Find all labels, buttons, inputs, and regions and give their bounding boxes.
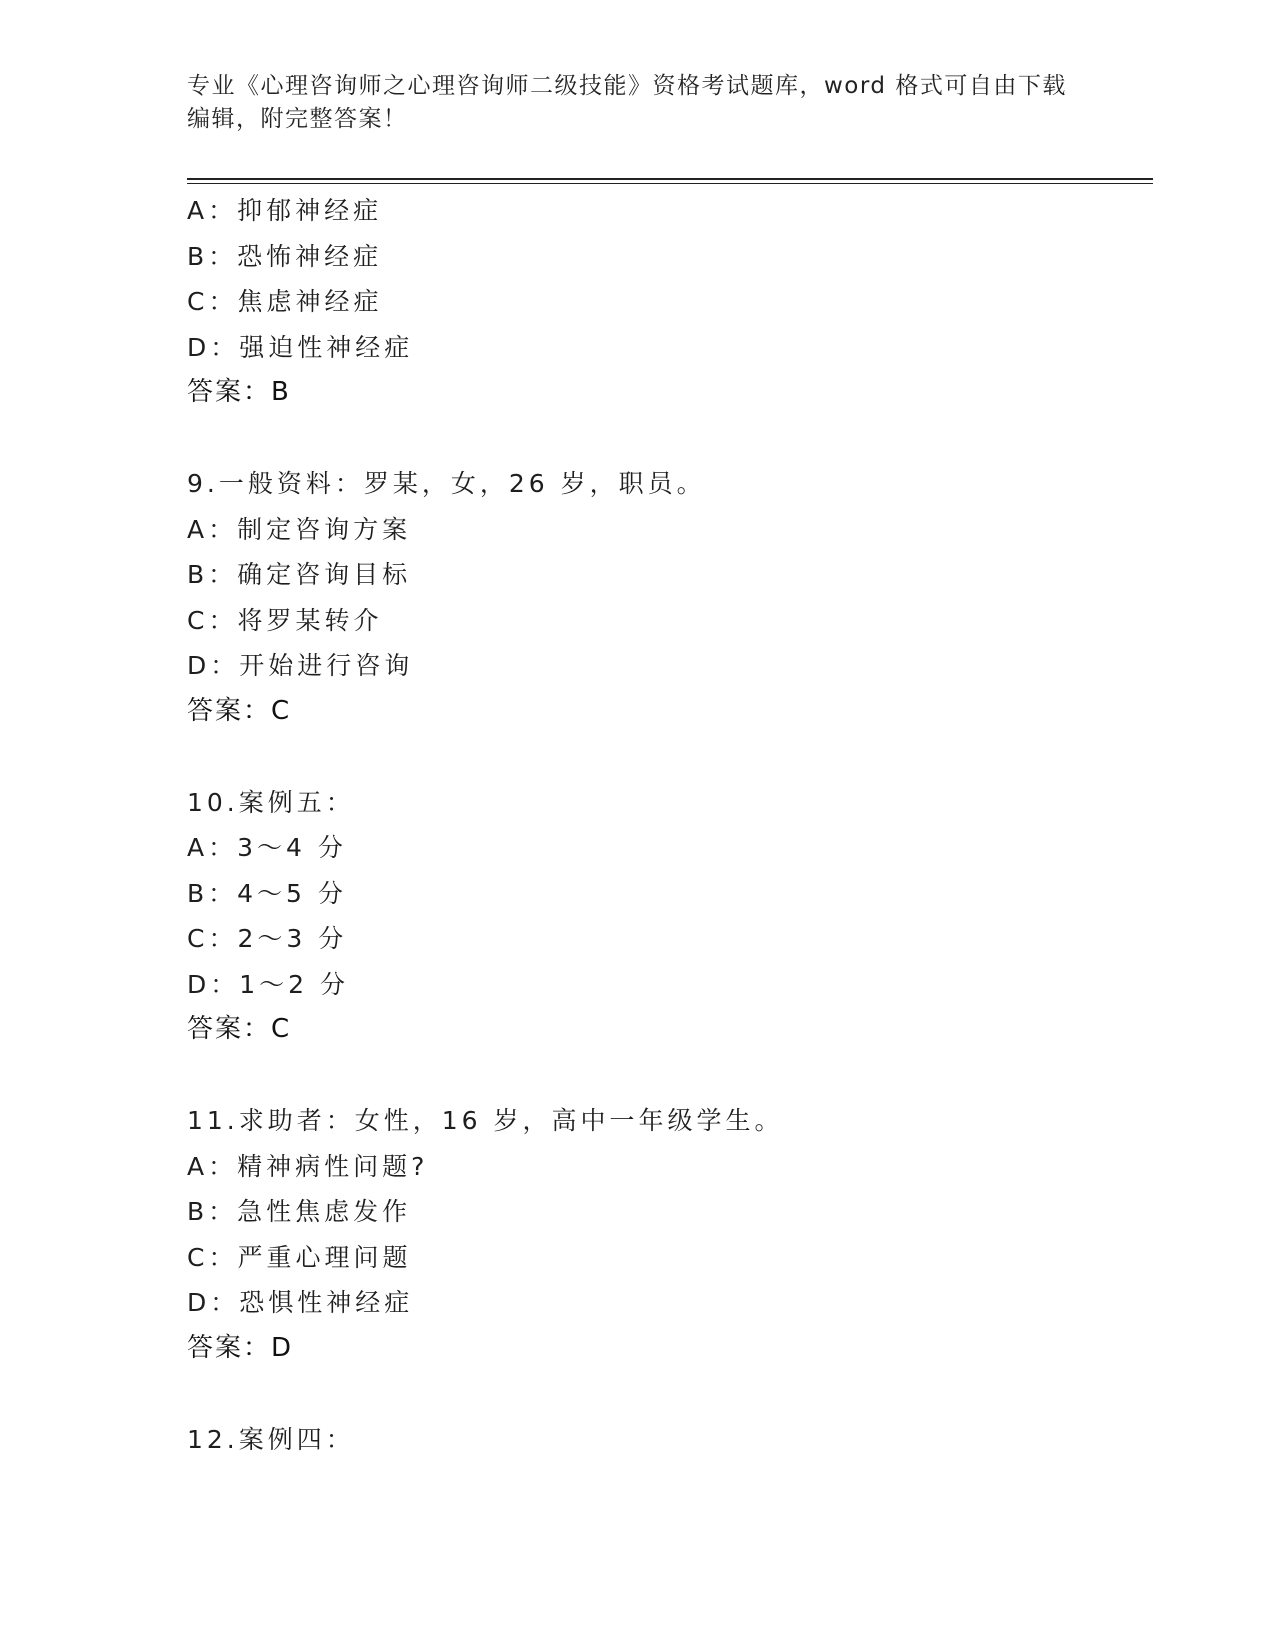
document-header <box>187 70 1067 136</box>
option-b: B：4～5 分 <box>187 878 347 908</box>
answer-line: 答案：B <box>187 377 291 407</box>
spacer <box>187 416 1153 462</box>
header-line-1: 专业《心理咨询师之心理咨询师二级技能》资格考试题库，word 格式可自由下载 <box>187 73 1067 99</box>
spacer <box>187 1053 1153 1099</box>
option-b: B：恐怖神经症 <box>187 241 383 271</box>
option-a: A：制定咨询方案 <box>187 514 412 544</box>
option-d: D：1～2 分 <box>187 969 350 999</box>
question-stem: 12.案例四： <box>187 1424 355 1454</box>
option-c: C：焦虑神经症 <box>187 287 383 316</box>
question-stem: 9.一般资料：罗某，女，26 岁，职员。 <box>187 469 706 498</box>
option-d: D：恐惧性神经症 <box>187 1288 414 1317</box>
answer-line: 答案：D <box>187 1332 294 1363</box>
question-block-9 <box>187 461 1153 734</box>
answer-line: 答案：C <box>187 1014 292 1044</box>
question-block-12 <box>187 1417 1153 1463</box>
question-stem: 10.案例五： <box>187 787 355 817</box>
spacer <box>187 1371 1153 1417</box>
header-divider-thick <box>187 178 1153 180</box>
spacer <box>187 734 1153 780</box>
option-a: A：3～4 分 <box>187 833 347 862</box>
option-a: A：抑郁神经症 <box>187 196 383 225</box>
option-b: B：确定咨询目标 <box>187 560 412 589</box>
option-d: D：强迫性神经症 <box>187 332 414 362</box>
header-divider-thin <box>187 183 1153 184</box>
question-list <box>187 188 1153 1462</box>
option-d: D：开始进行咨询 <box>187 651 414 680</box>
question-block-10 <box>187 780 1153 1053</box>
option-c: C：2～3 分 <box>187 924 348 953</box>
header-line-2: 编辑，附完整答案！ <box>187 106 408 132</box>
option-a: A：精神病性问题? <box>187 1151 429 1181</box>
answer-line: 答案：C <box>187 695 292 726</box>
question-block-11 <box>187 1098 1153 1371</box>
question-block-8 <box>187 188 1153 416</box>
question-stem: 11.求助者：女性，16 岁，高中一年级学生。 <box>187 1106 784 1135</box>
option-c: C：严重心理问题 <box>187 1242 412 1272</box>
option-b: B：急性焦虑发作 <box>187 1197 412 1226</box>
option-c: C：将罗某转介 <box>187 605 383 635</box>
